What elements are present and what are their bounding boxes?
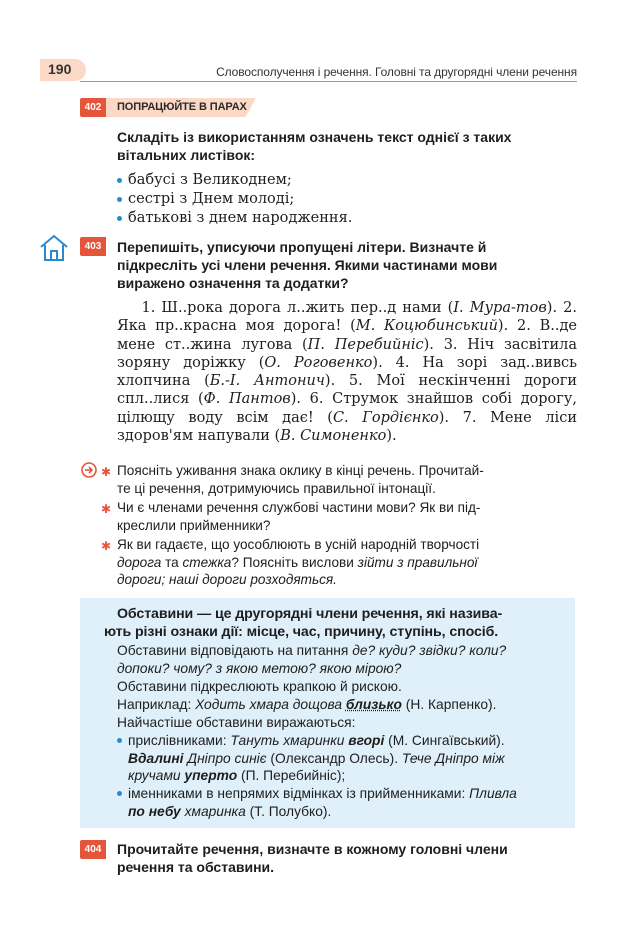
list-item: батькові з днем народження. <box>117 210 352 226</box>
task-number-404: 404 <box>80 840 106 859</box>
task-number-403: 403 <box>80 237 106 256</box>
task402-instruction-line2: вітальних листівок: <box>117 147 256 163</box>
arrow-right-icon <box>81 462 97 478</box>
bullet-icon <box>117 216 122 221</box>
rule-example: Наприклад: Ходить хмара дощова близько (Н. Карпенко). <box>117 697 497 712</box>
rule-bullet-adverbs: прислівниками: Тануть хмаринки вгорі (М. Сингаївський). Вдалині Дніпро синіє (Олександр Олесь). Тече Дніпро між кручами уперто (П. Перебийніс); <box>128 732 574 785</box>
pair-work-label: ПОПРАЦЮЙТЕ В ПАРАХ <box>117 101 247 113</box>
bullet-icon <box>117 178 122 183</box>
question-3: ✱ Як ви гадаєте, що уособлюють в усній народній творчості дорога та стежка? Поясніть вислови зійти з правильної дороги; наші дороги розходяться. <box>101 537 480 587</box>
question-2: ✱ Чи є членами речення службові частини мови? Як ви під- креслили прийменники? <box>101 500 481 533</box>
question-1: ✱ Поясніть уживання знака оклику в кінці речень. Прочитай- те ці речення, дотримуючись правильної інтонації. <box>101 463 484 496</box>
running-title: Словосполучення і речення. Головні та другорядні члени речення <box>216 65 577 79</box>
rule-expressed-by: Найчастіше обставини виражаються: <box>117 715 356 730</box>
rule-questions-line2: допоки? чому? з якою метою? якою мірою? <box>117 661 402 676</box>
task403-instruction-line1: Перепишіть, уписуючи пропущені літери. Визначте й <box>117 239 487 255</box>
task404-instruction-line1: Прочитайте речення, визначте в кожному головні члени <box>117 841 508 857</box>
task403-instruction-line3: виражено означення та додатки? <box>117 275 349 291</box>
rule-definition-line2: ють різні ознаки дії: місце, час, причину, ступінь, спосіб. <box>104 624 499 640</box>
asterisk-icon: ✱ <box>101 539 112 553</box>
header-divider <box>80 81 577 82</box>
task-number-402: 402 <box>80 98 106 117</box>
task404-instruction-line2: речення та обставини. <box>117 859 275 875</box>
page-number: 190 <box>48 61 72 77</box>
rule-underline-note: Обставини підкреслюють крапкою й рискою. <box>117 679 402 694</box>
task403-instruction-line2: підкресліть усі члени речення. Якими частинами мови <box>117 257 498 273</box>
home-task-icon <box>39 234 69 262</box>
rule-bullet-nouns: іменниками в непрямих відмінках із прийменниками: Пливла по небу хмаринка (Т. Полубко). <box>128 785 574 820</box>
bullet-icon <box>117 197 122 202</box>
rule-definition-line1: Обставини — це другорядні члени речення, які назива- <box>117 606 503 622</box>
bullet-icon <box>117 791 122 796</box>
task402-instruction-line1: Складіть із використанням означень текст однієї з таких <box>117 129 512 145</box>
list-item: бабусі з Великоднем; <box>117 172 292 188</box>
bullet-icon <box>117 738 122 743</box>
asterisk-icon: ✱ <box>101 465 112 479</box>
rule-questions-line1: Обставини відповідають на питання де? куди? звідки? коли? <box>117 643 507 658</box>
asterisk-icon: ✱ <box>101 502 112 516</box>
list-item: сестрі з Днем молоді; <box>117 191 294 207</box>
exercise-text: 1. Ш..рока дорога л..жить пер..д нами (І. Мура-тов). 2. Яка пр..красна моя дорога! (М. Коцюбинський). 2. В..де мене ст..жина лугова (П. Перебийніс). 3. Ніч засвітила зоряну доріжку (О. Роговенко). 4. На зорі зад..вивсь хлопчина (Б.-І. Антонич). 5. Мої нескінченні дороги спл..лися (Ф. Пантов). 6. Струмок знайшов собі дорогу, цілющу воду всім дає! (С. Гордієнко). 7. Мене ліси здоров'ям напували (В. Симоненко). <box>117 300 578 445</box>
